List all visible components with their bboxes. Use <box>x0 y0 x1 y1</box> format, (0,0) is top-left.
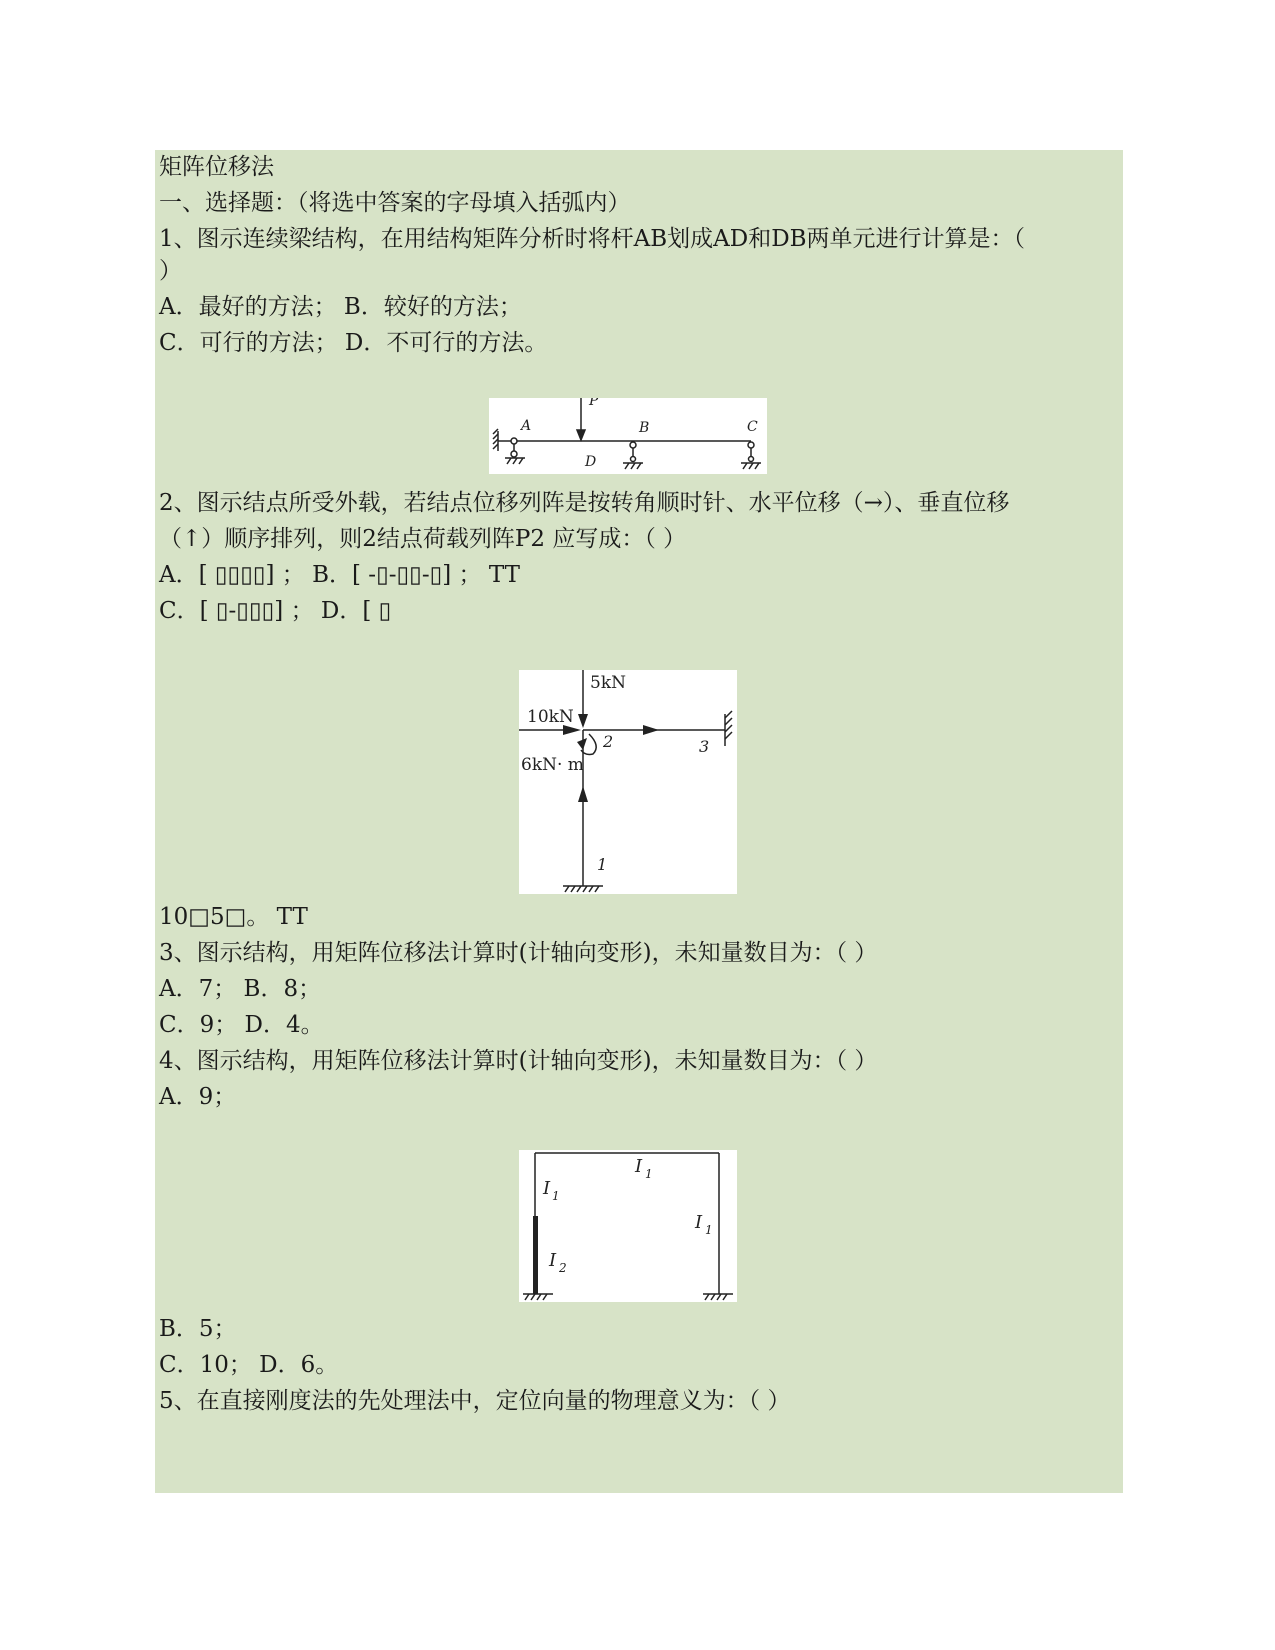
q2-node-figure <box>519 670 737 894</box>
sub-1-top: 1 <box>645 1167 653 1181</box>
label-i1-top: I <box>635 1156 643 1177</box>
q1-text: 1、图示连续梁结构，在用结构矩阵分析时将杆AB划成AD和DB两单元进行计算是：（ <box>159 226 1026 252</box>
sub-1-right: 1 <box>705 1223 713 1237</box>
q2-text-cont: （↑）顺序排列，则2结点荷载列阵P2 应写成：（ ） <box>159 526 687 552</box>
label-i1-left: I <box>543 1178 551 1199</box>
label-b: B <box>639 420 650 436</box>
label-c: C <box>747 419 758 435</box>
sub-2: 2 <box>559 1261 567 1275</box>
q4-option-a: A．9； <box>159 1084 237 1110</box>
section-heading: 一、选择题：（将选中答案的字母填入括弧内） <box>159 190 631 216</box>
node-1: 1 <box>597 855 608 874</box>
q2-options-cd: C．[ ▯-▯▯▯] ； D．[ ▯ <box>159 598 392 624</box>
q5-text: 5、在直接刚度法的先处理法中，定位向量的物理意义为：（ ） <box>159 1388 791 1414</box>
node-2: 2 <box>603 732 614 751</box>
q1-options-ab: A．最好的方法； B．较好的方法； <box>159 294 522 320</box>
doc-title: 矩阵位移法 <box>159 154 274 180</box>
label-d: D <box>585 454 597 470</box>
q4-text: 4、图示结构，用矩阵位移法计算时(计轴向变形)，未知量数目为：（ ） <box>159 1048 878 1074</box>
q2-text: 2、图示结点所受外载，若结点位移列阵是按转角顺时针、水平位移（→）、垂直位移 <box>159 490 1010 516</box>
load-5kn: 5kN <box>590 673 626 693</box>
label-i2: I <box>549 1250 557 1271</box>
q1-text-cont: ） <box>159 258 182 284</box>
q1-options-cd: C．可行的方法； D．不可行的方法。 <box>159 330 548 356</box>
label-a: A <box>521 418 532 434</box>
label-p: P <box>589 398 599 409</box>
node-3: 3 <box>699 737 710 756</box>
moment-6knm: 6kN· m <box>521 755 584 775</box>
q2-answer-tail: 10□5□。 TT <box>159 904 308 930</box>
q3-text: 3、图示结构，用矩阵位移法计算时(计轴向变形)，未知量数目为：（ ） <box>159 940 878 966</box>
load-10kn: 10kN <box>527 707 574 727</box>
document-page <box>155 150 1123 1493</box>
q4-option-b: B．5； <box>159 1316 237 1342</box>
q1-beam-figure <box>489 398 767 474</box>
q2-options-ab: A．[ ▯▯▯▯] ； B．[ -▯-▯▯-▯] ； TT <box>159 562 520 588</box>
sub-1-left: 1 <box>552 1189 560 1203</box>
q4-frame-figure <box>519 1150 737 1302</box>
label-i1-right: I <box>695 1212 703 1233</box>
q4-options-cd: C．10； D．6。 <box>159 1352 339 1378</box>
q3-options-ab: A．7； B．8； <box>159 976 322 1002</box>
q3-options-cd: C．9； D．4。 <box>159 1012 324 1038</box>
